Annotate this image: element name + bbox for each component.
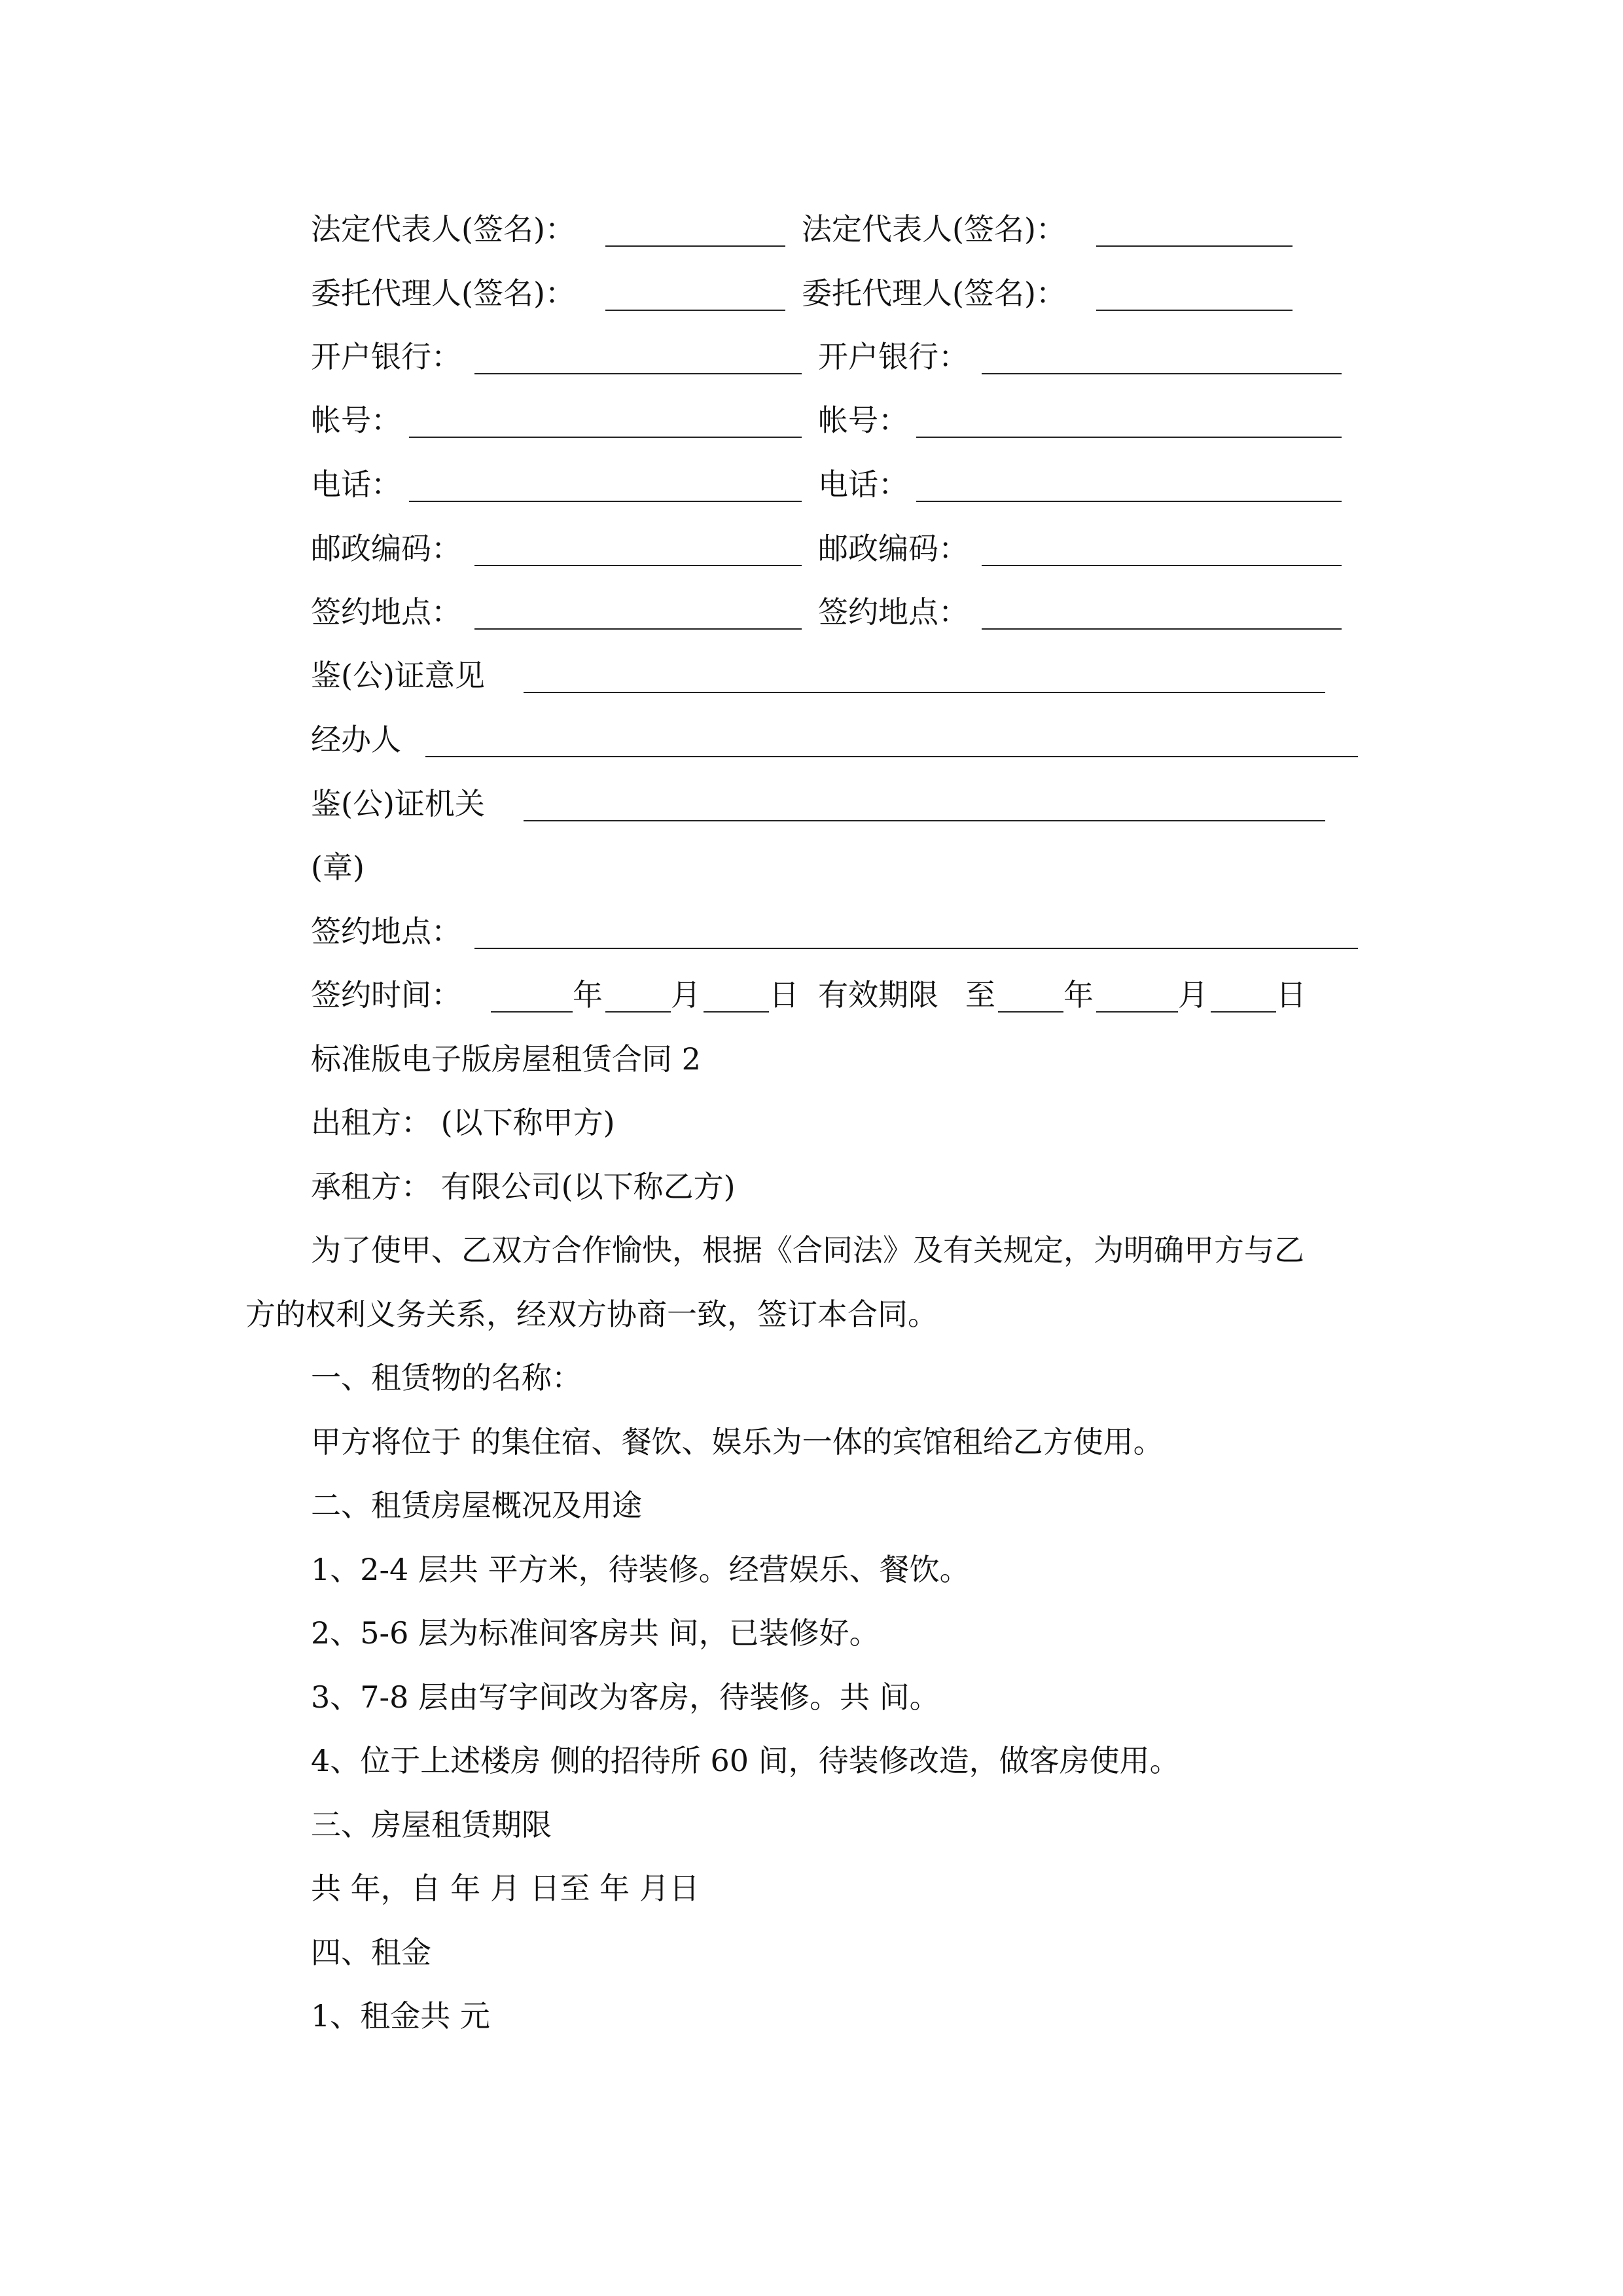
postcode-label-party-a: 邮政编码： xyxy=(311,531,461,566)
sign-day-blank[interactable] xyxy=(704,1011,769,1013)
notary-opinion-blank[interactable] xyxy=(524,692,1325,693)
rep-signature-row xyxy=(0,209,1623,249)
section-2-item-1: 1、2-4 层共 平方米，待装修。经营娱乐、餐饮。 xyxy=(311,1552,970,1587)
seal-row xyxy=(0,848,1623,887)
agent-blank-party-b[interactable] xyxy=(1096,310,1293,311)
end-month-label: 月 xyxy=(1178,977,1208,1013)
section-2-title: 二、租赁房屋概况及用途 xyxy=(311,1488,642,1523)
section-2-item-3: 3、7-8 层由写字间改为客房，待装修。共 间。 xyxy=(311,1679,940,1715)
postcode-label-party-b: 邮政编码： xyxy=(818,531,969,566)
seal-label: (章) xyxy=(311,850,365,885)
handler-blank[interactable] xyxy=(425,756,1358,757)
postcode-blank-party-b[interactable] xyxy=(982,565,1342,566)
notary-sign-place-label: 签约地点： xyxy=(311,914,461,949)
phone-label-party-b: 电话： xyxy=(818,467,908,502)
sign-year-blank[interactable] xyxy=(491,1011,573,1013)
notary-sign-place-row xyxy=(0,912,1623,951)
phone-label-party-a: 电话： xyxy=(311,467,401,502)
account-label-party-a: 帐号： xyxy=(311,403,401,438)
account-blank-party-b[interactable] xyxy=(916,437,1342,438)
notary-authority-row xyxy=(0,784,1623,823)
sign-year-label: 年 xyxy=(573,977,603,1013)
notary-sign-place-blank[interactable] xyxy=(474,948,1358,949)
contract-2-title: 标准版电子版房屋租赁合同 2 xyxy=(311,1041,701,1077)
end-year-blank[interactable] xyxy=(998,1011,1063,1013)
section-3-title: 三、房屋租赁期限 xyxy=(311,1807,552,1842)
end-day-label: 日 xyxy=(1276,977,1306,1013)
sign-time-row xyxy=(0,975,1623,1014)
postcode-blank-party-a[interactable] xyxy=(474,565,802,566)
section-2-item-2: 2、5-6 层为标准间客房共 间，已装修好。 xyxy=(311,1615,880,1651)
intro-paragraph-line-1: 为了使甲、乙双方合作愉快，根据《合同法》及有关规定，为明确甲方与乙 xyxy=(311,1232,1304,1268)
sign-place-row xyxy=(0,592,1623,632)
bank-blank-party-a[interactable] xyxy=(474,373,802,374)
intro-paragraph-line-2: 方的权利义务关系，经双方协商一致，签订本合同。 xyxy=(245,1297,938,1332)
rep-blank-party-a[interactable] xyxy=(605,245,785,247)
agent-signature-row xyxy=(0,274,1623,313)
postcode-row xyxy=(0,529,1623,568)
bank-label-party-a: 开户银行： xyxy=(311,339,461,374)
section-1-title: 一、租赁物的名称： xyxy=(311,1360,582,1395)
notary-opinion-label: 鉴(公)证意见 xyxy=(311,658,485,693)
sign-time-label: 签约时间： xyxy=(311,977,461,1013)
lessor-line: 出租方： (以下称甲方) xyxy=(311,1105,615,1140)
bank-label-party-b: 开户银行： xyxy=(818,339,969,374)
section-4-title: 四、租金 xyxy=(311,1935,431,1970)
account-label-party-b: 帐号： xyxy=(818,403,908,438)
validity-label: 有效期限 xyxy=(818,977,938,1013)
sign-place-label-party-a: 签约地点： xyxy=(311,594,461,630)
notary-authority-label: 鉴(公)证机关 xyxy=(311,786,485,821)
sign-month-label: 月 xyxy=(671,977,701,1013)
sign-day-label: 日 xyxy=(769,977,799,1013)
rep-label-party-b: 法定代表人(签名)： xyxy=(802,211,1066,247)
handler-row xyxy=(0,720,1623,759)
end-day-blank[interactable] xyxy=(1211,1011,1276,1013)
rep-blank-party-b[interactable] xyxy=(1096,245,1293,247)
lessee-line: 承租方： 有限公司(以下称乙方) xyxy=(311,1169,736,1204)
agent-label-party-b: 委托代理人(签名)： xyxy=(802,276,1066,311)
sign-place-blank-party-a[interactable] xyxy=(474,628,802,630)
sign-place-label-party-b: 签约地点： xyxy=(818,594,969,630)
agent-blank-party-a[interactable] xyxy=(605,310,785,311)
validity-to-label: 至 xyxy=(965,977,995,1013)
bank-row xyxy=(0,337,1623,376)
handler-label: 经办人 xyxy=(311,722,401,757)
section-2-item-4: 4、位于上述楼房 侧的招待所 60 间，待装修改造，做客房使用。 xyxy=(311,1743,1180,1778)
end-month-blank[interactable] xyxy=(1096,1011,1178,1013)
phone-blank-party-b[interactable] xyxy=(916,501,1342,502)
notary-authority-blank[interactable] xyxy=(524,820,1325,821)
agent-label-party-a: 委托代理人(签名)： xyxy=(311,276,575,311)
section-1-text: 甲方将位于 的集住宿、餐饮、娱乐为一体的宾馆租给乙方使用。 xyxy=(311,1424,1164,1460)
phone-blank-party-a[interactable] xyxy=(409,501,802,502)
rep-label-party-a: 法定代表人(签名)： xyxy=(311,211,575,247)
account-blank-party-a[interactable] xyxy=(409,437,802,438)
notary-opinion-row xyxy=(0,656,1623,695)
end-year-label: 年 xyxy=(1063,977,1094,1013)
account-row xyxy=(0,401,1623,440)
bank-blank-party-b[interactable] xyxy=(982,373,1342,374)
section-4-item-1: 1、租金共 元 xyxy=(311,1998,490,2034)
sign-place-blank-party-b[interactable] xyxy=(982,628,1342,630)
sign-month-blank[interactable] xyxy=(605,1011,671,1013)
phone-row xyxy=(0,465,1623,504)
section-3-text: 共 年，自 年 月 日至 年 月日 xyxy=(311,1871,700,1906)
